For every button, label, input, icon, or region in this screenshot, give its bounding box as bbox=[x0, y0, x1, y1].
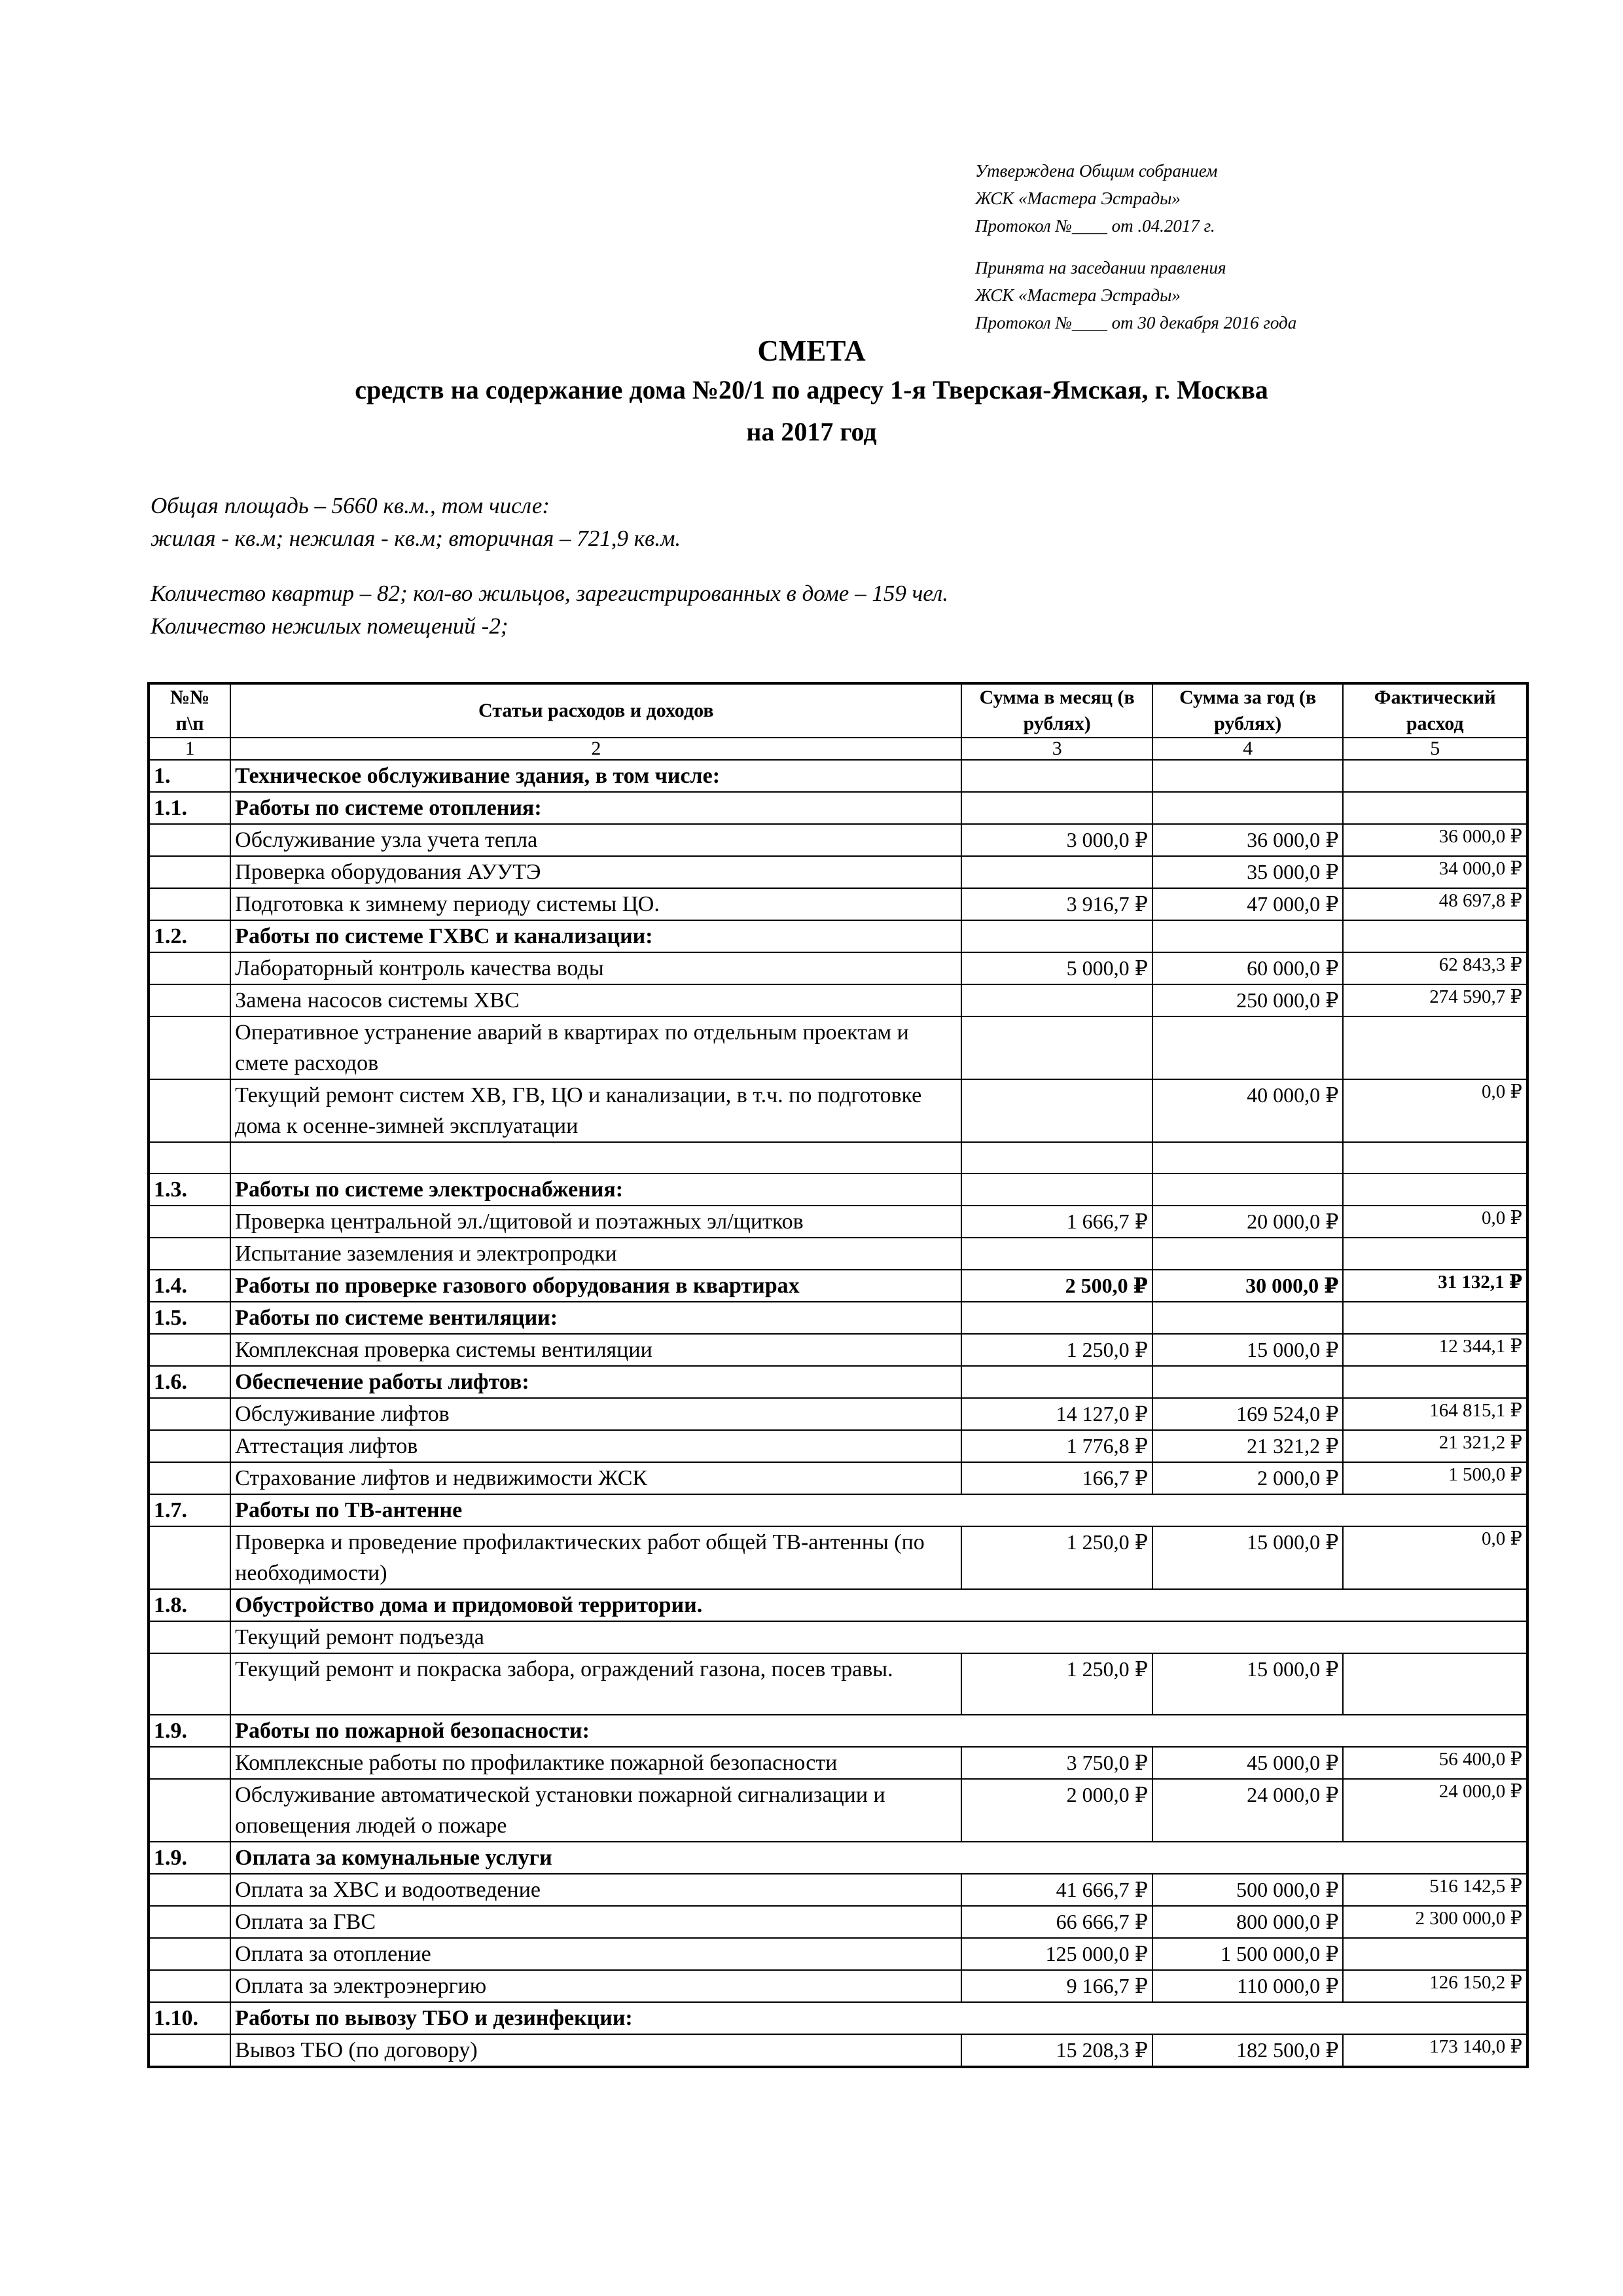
row-item: Работы по системе вентиляции: bbox=[230, 1302, 961, 1334]
row-number bbox=[149, 888, 230, 920]
table-row bbox=[149, 2002, 1527, 2034]
row-item: Испытание заземления и электропродки bbox=[230, 1238, 961, 1270]
row-number bbox=[149, 1079, 230, 1142]
row-number bbox=[149, 1206, 230, 1238]
table-row bbox=[149, 1779, 1527, 1842]
row-year: 182 500,0 ₽ bbox=[1152, 2034, 1343, 2067]
row-item: Обустройство дома и придомовой территории. bbox=[230, 1589, 1527, 1621]
row-fact bbox=[1343, 760, 1527, 792]
row-number bbox=[149, 1906, 230, 1938]
budget-table bbox=[147, 682, 1529, 2068]
area-line: жилая - кв.м; нежилая - кв.м; вторичная – 721,9 кв.м. bbox=[151, 526, 681, 551]
row-month: 1 250,0 ₽ bbox=[961, 1653, 1152, 1715]
row-fact: 0,0 ₽ bbox=[1343, 1526, 1527, 1589]
table-row bbox=[149, 1589, 1527, 1621]
row-month bbox=[961, 1016, 1152, 1079]
table-row bbox=[149, 1142, 1527, 1174]
row-number bbox=[149, 1142, 230, 1174]
table-row bbox=[149, 1970, 1527, 2002]
row-year: 15 000,0 ₽ bbox=[1152, 1526, 1343, 1589]
row-item: Вывоз ТБО (по договору) bbox=[230, 2034, 961, 2067]
row-month: 1 666,7 ₽ bbox=[961, 1206, 1152, 1238]
column-index: 3 bbox=[961, 738, 1152, 760]
row-month bbox=[961, 1142, 1152, 1174]
row-month: 41 666,7 ₽ bbox=[961, 1874, 1152, 1906]
row-year bbox=[1152, 1238, 1343, 1270]
row-month: 166,7 ₽ bbox=[961, 1462, 1152, 1494]
row-item: Оплата за ХВС и водоотведение bbox=[230, 1874, 961, 1906]
row-fact bbox=[1343, 1174, 1527, 1206]
row-number bbox=[149, 1238, 230, 1270]
table-row bbox=[149, 1621, 1527, 1653]
row-item: Оплата за электроэнергию bbox=[230, 1970, 961, 2002]
row-month bbox=[961, 1079, 1152, 1142]
row-month: 5 000,0 ₽ bbox=[961, 952, 1152, 984]
row-number: 1.1. bbox=[149, 792, 230, 824]
row-number bbox=[149, 1462, 230, 1494]
table-row bbox=[149, 760, 1527, 792]
header-year: Сумма за год (в рублях) bbox=[1152, 683, 1343, 738]
column-index: 5 bbox=[1343, 738, 1527, 760]
row-number bbox=[149, 824, 230, 856]
row-item: Лабораторный контроль качества воды bbox=[230, 952, 961, 984]
area-line: Общая площадь – 5660 кв.м., том числе: bbox=[151, 493, 550, 518]
row-month bbox=[961, 760, 1152, 792]
row-year: 30 000,0 ₽ bbox=[1152, 1270, 1343, 1302]
row-item: Обслуживание автоматической установки пожарной сигнализации и оповещения людей о пожаре bbox=[230, 1779, 961, 1842]
row-fact: 21 321,2 ₽ bbox=[1343, 1430, 1527, 1462]
row-month: 2 000,0 ₽ bbox=[961, 1779, 1152, 1842]
row-month bbox=[961, 1238, 1152, 1270]
column-index: 1 bbox=[149, 738, 230, 760]
row-item: Оплата за ГВС bbox=[230, 1906, 961, 1938]
row-item: Текущий ремонт и покраска забора, ограждений газона, посев травы. bbox=[230, 1653, 961, 1715]
table-row bbox=[149, 984, 1527, 1016]
row-month bbox=[961, 792, 1152, 824]
row-year: 2 000,0 ₽ bbox=[1152, 1462, 1343, 1494]
table-row bbox=[149, 920, 1527, 952]
nonresidential-line: Количество нежилых помещений -2; bbox=[151, 613, 508, 639]
row-number bbox=[149, 1970, 230, 2002]
row-year bbox=[1152, 1302, 1343, 1334]
column-index-row bbox=[149, 738, 1527, 760]
area-info bbox=[151, 490, 681, 555]
row-item: Проверка центральной эл./щитовой и поэтажных эл/щитков bbox=[230, 1206, 961, 1238]
table-row bbox=[149, 1938, 1527, 1970]
row-fact: 173 140,0 ₽ bbox=[1343, 2034, 1527, 2067]
row-number bbox=[149, 2034, 230, 2067]
table-row bbox=[149, 1270, 1527, 1302]
table-row bbox=[149, 1206, 1527, 1238]
table-row bbox=[149, 1430, 1527, 1462]
row-number bbox=[149, 1653, 230, 1715]
row-month: 1 250,0 ₽ bbox=[961, 1334, 1152, 1366]
table-row bbox=[149, 792, 1527, 824]
header-num: №№ п\п bbox=[149, 683, 230, 738]
row-fact: 48 697,8 ₽ bbox=[1343, 888, 1527, 920]
row-fact: 0,0 ₽ bbox=[1343, 1079, 1527, 1142]
row-month bbox=[961, 1174, 1152, 1206]
table-row bbox=[149, 1079, 1527, 1142]
row-year: 36 000,0 ₽ bbox=[1152, 824, 1343, 856]
table-body bbox=[149, 760, 1527, 2067]
row-item: Подготовка к зимнему периоду системы ЦО. bbox=[230, 888, 961, 920]
row-number bbox=[149, 1430, 230, 1462]
row-fact: 164 815,1 ₽ bbox=[1343, 1398, 1527, 1430]
row-month bbox=[961, 1366, 1152, 1398]
row-year: 110 000,0 ₽ bbox=[1152, 1970, 1343, 2002]
approval-block bbox=[975, 157, 1472, 336]
row-item: Работы по проверке газового оборудования в квартирах bbox=[230, 1270, 961, 1302]
row-item: Оперативное устранение аварий в квартирах по отдельным проектам и смете расходов bbox=[230, 1016, 961, 1079]
row-year: 15 000,0 ₽ bbox=[1152, 1653, 1343, 1715]
approval-line: Протокол №____ от 30 декабря 2016 года bbox=[975, 313, 1297, 332]
row-month: 3 000,0 ₽ bbox=[961, 824, 1152, 856]
row-number: 1.8. bbox=[149, 1589, 230, 1621]
row-fact: 34 000,0 ₽ bbox=[1343, 856, 1527, 888]
header-fact: Фактический расход bbox=[1343, 683, 1527, 738]
row-fact bbox=[1343, 1938, 1527, 1970]
row-fact: 1 500,0 ₽ bbox=[1343, 1462, 1527, 1494]
row-fact: 2 300 000,0 ₽ bbox=[1343, 1906, 1527, 1938]
row-year: 169 524,0 ₽ bbox=[1152, 1398, 1343, 1430]
row-item: Работы по вывозу ТБО и дезинфекции: bbox=[230, 2002, 1527, 2034]
row-fact: 126 150,2 ₽ bbox=[1343, 1970, 1527, 2002]
row-item: Текущий ремонт систем ХВ, ГВ, ЦО и канализации, в т.ч. по подготовке дома к осенне-зимней эксплуатации bbox=[230, 1079, 961, 1142]
row-fact: 31 132,1 ₽ bbox=[1343, 1270, 1527, 1302]
document-title: СМЕТА bbox=[757, 334, 866, 367]
row-number: 1.3. bbox=[149, 1174, 230, 1206]
table-row bbox=[149, 824, 1527, 856]
row-year: 20 000,0 ₽ bbox=[1152, 1206, 1343, 1238]
row-year bbox=[1152, 1174, 1343, 1206]
row-item: Текущий ремонт подъезда bbox=[230, 1621, 1527, 1653]
table-row bbox=[149, 1874, 1527, 1906]
row-year: 60 000,0 ₽ bbox=[1152, 952, 1343, 984]
table-row bbox=[149, 1494, 1527, 1526]
row-fact bbox=[1343, 1238, 1527, 1270]
table-row bbox=[149, 1747, 1527, 1779]
row-number bbox=[149, 984, 230, 1016]
row-fact: 516 142,5 ₽ bbox=[1343, 1874, 1527, 1906]
header-item: Статьи расходов и доходов bbox=[230, 683, 961, 738]
row-fact bbox=[1343, 792, 1527, 824]
row-month bbox=[961, 856, 1152, 888]
table-row bbox=[149, 1715, 1527, 1747]
residents-info bbox=[151, 577, 948, 643]
row-fact: 62 843,3 ₽ bbox=[1343, 952, 1527, 984]
document-subtitle: средств на содержание дома №20/1 по адресу 1-я Тверская-Ямская, г. Москва bbox=[355, 375, 1268, 404]
row-fact: 36 000,0 ₽ bbox=[1343, 824, 1527, 856]
row-item: Комплексные работы по профилактике пожарной безопасности bbox=[230, 1747, 961, 1779]
row-fact: 274 590,7 ₽ bbox=[1343, 984, 1527, 1016]
row-month bbox=[961, 1302, 1152, 1334]
row-month: 2 500,0 ₽ bbox=[961, 1270, 1152, 1302]
row-month: 9 166,7 ₽ bbox=[961, 1970, 1152, 2002]
row-year bbox=[1152, 1016, 1343, 1079]
row-year: 250 000,0 ₽ bbox=[1152, 984, 1343, 1016]
row-month: 1 776,8 ₽ bbox=[961, 1430, 1152, 1462]
row-item bbox=[230, 1142, 961, 1174]
approval-line: ЖСК «Мастера Эстрады» bbox=[975, 285, 1181, 305]
apartments-line: Количество квартир – 82; кол-во жильцов, зарегистрированных в доме – 159 чел. bbox=[151, 581, 948, 606]
row-number bbox=[149, 1526, 230, 1589]
row-number bbox=[149, 952, 230, 984]
row-number: 1. bbox=[149, 760, 230, 792]
row-fact bbox=[1343, 1142, 1527, 1174]
row-month: 1 250,0 ₽ bbox=[961, 1526, 1152, 1589]
row-item: Обслуживание узла учета тепла bbox=[230, 824, 961, 856]
row-month: 3 750,0 ₽ bbox=[961, 1747, 1152, 1779]
row-fact: 56 400,0 ₽ bbox=[1343, 1747, 1527, 1779]
row-month: 125 000,0 ₽ bbox=[961, 1938, 1152, 1970]
row-fact bbox=[1343, 1016, 1527, 1079]
table-row bbox=[149, 1906, 1527, 1938]
row-number: 1.2. bbox=[149, 920, 230, 952]
table-row bbox=[149, 2034, 1527, 2067]
header-month: Сумма в месяц (в рублях) bbox=[961, 683, 1152, 738]
row-item: Замена насосов системы ХВС bbox=[230, 984, 961, 1016]
row-number: 1.9. bbox=[149, 1715, 230, 1747]
table-row bbox=[149, 1526, 1527, 1589]
row-month: 14 127,0 ₽ bbox=[961, 1398, 1152, 1430]
row-number bbox=[149, 856, 230, 888]
row-year: 24 000,0 ₽ bbox=[1152, 1779, 1343, 1842]
row-year bbox=[1152, 1366, 1343, 1398]
row-year: 15 000,0 ₽ bbox=[1152, 1334, 1343, 1366]
row-item: Оплата за отопление bbox=[230, 1938, 961, 1970]
row-item: Страхование лифтов и недвижимости ЖСК bbox=[230, 1462, 961, 1494]
row-item: Техническое обслуживание здания, в том числе: bbox=[230, 760, 961, 792]
row-item: Аттестация лифтов bbox=[230, 1430, 961, 1462]
row-item: Обеспечение работы лифтов: bbox=[230, 1366, 961, 1398]
row-number: 1.4. bbox=[149, 1270, 230, 1302]
column-index: 4 bbox=[1152, 738, 1343, 760]
row-fact bbox=[1343, 920, 1527, 952]
row-item: Работы по ТВ-антенне bbox=[230, 1494, 1527, 1526]
row-number bbox=[149, 1016, 230, 1079]
row-item: Работы по системе отопления: bbox=[230, 792, 961, 824]
row-number bbox=[149, 1621, 230, 1653]
row-item: Работы по пожарной безопасности: bbox=[230, 1715, 1527, 1747]
row-fact: 0,0 ₽ bbox=[1343, 1206, 1527, 1238]
table-row bbox=[149, 1238, 1527, 1270]
row-number: 1.7. bbox=[149, 1494, 230, 1526]
row-item: Комплексная проверка системы вентиляции bbox=[230, 1334, 961, 1366]
row-item: Обслуживание лифтов bbox=[230, 1398, 961, 1430]
row-year: 500 000,0 ₽ bbox=[1152, 1874, 1343, 1906]
row-year bbox=[1152, 760, 1343, 792]
row-item: Проверка оборудования АУУТЭ bbox=[230, 856, 961, 888]
row-number: 1.9. bbox=[149, 1842, 230, 1874]
row-number bbox=[149, 1938, 230, 1970]
approval-line: Принята на заседании правления bbox=[975, 258, 1226, 278]
row-item: Оплата за комунальные услуги bbox=[230, 1842, 1527, 1874]
row-month bbox=[961, 920, 1152, 952]
table-row bbox=[149, 1302, 1527, 1334]
table-row bbox=[149, 1653, 1527, 1715]
row-fact: 24 000,0 ₽ bbox=[1343, 1779, 1527, 1842]
row-number: 1.5. bbox=[149, 1302, 230, 1334]
table-row bbox=[149, 1366, 1527, 1398]
approval-line: Утверждена Общим собранием bbox=[975, 161, 1218, 181]
row-number bbox=[149, 1874, 230, 1906]
row-fact bbox=[1343, 1366, 1527, 1398]
approval-line: ЖСК «Мастера Эстрады» bbox=[975, 188, 1181, 208]
row-item: Проверка и проведение профилактических работ общей ТВ-антенны (по необходимости) bbox=[230, 1526, 961, 1589]
document-year: на 2017 год bbox=[746, 417, 877, 446]
row-number: 1.6. bbox=[149, 1366, 230, 1398]
row-item: Работы по системе ГХВС и канализации: bbox=[230, 920, 961, 952]
table-row bbox=[149, 1462, 1527, 1494]
table-row bbox=[149, 856, 1527, 888]
row-year: 800 000,0 ₽ bbox=[1152, 1906, 1343, 1938]
row-number bbox=[149, 1334, 230, 1366]
table-row bbox=[149, 1334, 1527, 1366]
table-row bbox=[149, 888, 1527, 920]
table-header-row bbox=[149, 683, 1527, 738]
row-item: Работы по системе электроснабжения: bbox=[230, 1174, 961, 1206]
table-row bbox=[149, 952, 1527, 984]
row-year bbox=[1152, 920, 1343, 952]
row-month: 3 916,7 ₽ bbox=[961, 888, 1152, 920]
row-month: 15 208,3 ₽ bbox=[961, 2034, 1152, 2067]
row-number bbox=[149, 1398, 230, 1430]
row-number bbox=[149, 1779, 230, 1842]
row-number: 1.10. bbox=[149, 2002, 230, 2034]
table-row bbox=[149, 1842, 1527, 1874]
row-year: 45 000,0 ₽ bbox=[1152, 1747, 1343, 1779]
row-fact bbox=[1343, 1302, 1527, 1334]
row-year: 1 500 000,0 ₽ bbox=[1152, 1938, 1343, 1970]
row-fact: 12 344,1 ₽ bbox=[1343, 1334, 1527, 1366]
row-year: 40 000,0 ₽ bbox=[1152, 1079, 1343, 1142]
row-month: 66 666,7 ₽ bbox=[961, 1906, 1152, 1938]
row-year: 21 321,2 ₽ bbox=[1152, 1430, 1343, 1462]
approval-line: Протокол №____ от .04.2017 г. bbox=[975, 216, 1215, 236]
column-index: 2 bbox=[230, 738, 961, 760]
row-fact bbox=[1343, 1653, 1527, 1715]
row-year: 47 000,0 ₽ bbox=[1152, 888, 1343, 920]
row-year bbox=[1152, 1142, 1343, 1174]
row-number bbox=[149, 1747, 230, 1779]
table-row bbox=[149, 1398, 1527, 1430]
table-row bbox=[149, 1016, 1527, 1079]
row-year bbox=[1152, 792, 1343, 824]
row-month bbox=[961, 984, 1152, 1016]
table-row bbox=[149, 1174, 1527, 1206]
row-year: 35 000,0 ₽ bbox=[1152, 856, 1343, 888]
